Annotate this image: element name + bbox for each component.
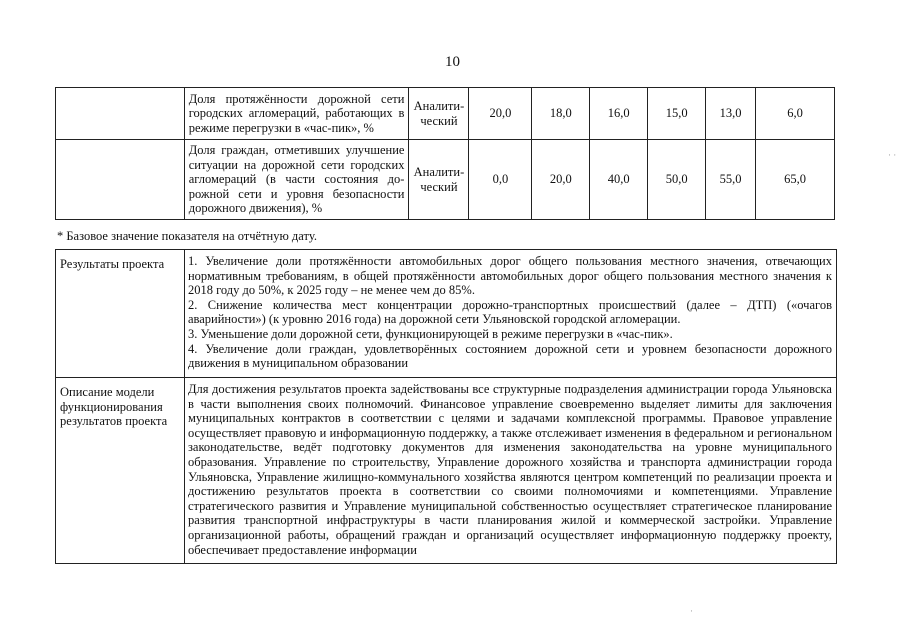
result-item: 2. Снижение количества мест концентрации дорожно-транспортных происшествий (далее – ДТП) («очагов аварийности») (к уровню 2016 года) на дорожной сети Ульяновской городской агломерации. xyxy=(187,297,832,327)
table-row xyxy=(56,88,835,140)
empty-cell xyxy=(56,140,185,220)
calculation-method: Аналити-ческий xyxy=(409,88,469,140)
result-item: 1. Увеличение доли протяжённости автомобильных дорог общего пользования местного значения, отвечающих нормативным требованиям, в общей протяжённости автомобильных дорог общего пользования местного значения к 2018 году до 50%, к 2025 году – не менее чем до 85%. xyxy=(187,254,832,298)
result-item: 3. Уменьшение доли дорожной сети, функционирующей в режиме перегрузки в «час-пик». xyxy=(187,326,673,341)
value-cell: 0,0 xyxy=(469,140,532,220)
indicator-name: Доля граждан, отметивших улучшение ситуации на дорожной сети городских агломераций (в части состояния до-рожной сети и уровня безопасности дорожного движения), % xyxy=(184,140,409,220)
value-cell: 50,0 xyxy=(648,140,706,220)
value-cell: 13,0 xyxy=(706,88,756,140)
result-item: 4. Увеличение доли граждан, удовлетворённых состоянием дорожной сети и уровнем безопасности дорожного движения в муниципальном образовании xyxy=(187,341,832,371)
value-cell: 16,0 xyxy=(590,88,648,140)
model-description xyxy=(184,378,836,564)
value-cell: 15,0 xyxy=(648,88,706,140)
results-label: Результаты проекта xyxy=(56,250,185,378)
value-cell: 6,0 xyxy=(756,88,835,140)
model-text: Для достижения результатов проекта задействованы все структурные подразделения администрации города Ульяновска в части выполнения своих полномочий. Финансовое управление своевременно выделяет лимиты для заключения муниципальных контрактов в соответствии с целями и задачами комплексной программы. Правовое управление осуществляет правовую и информационную поддержку, а также отслеживает изменения в федеральном и региональном законодательстве, ведёт подготовку документов для изменения законодательства на уровне муниципального образования. Управление по строительству, Управление дорожного хозяйства и транспорта администрации города Ульяновска, Управление жилищно-коммунального хозяйства являются центром компетенций по реализации проекта и достижению результатов проекта в соответствии со своими полномочиями и компетенциями. Управление стратегического развития и Управление муниципальной собственностью осуществляет стратегическое планирование развития транспортной инфраструктуры в части планирования жилой и коммерческой застройки. Управление организационной работы, обращений граждан и организаций осуществляет информационную поддержку проекту, обеспечивает предоставление информации xyxy=(187,382,832,557)
empty-cell xyxy=(56,88,185,140)
model-label: Описание модели функционирования результатов проекта xyxy=(56,378,185,564)
footnote: * Базовое значение показателя на отчётную дату. xyxy=(57,229,317,243)
value-cell: 20,0 xyxy=(469,88,532,140)
indicators-table xyxy=(55,87,835,220)
page-number: 10 xyxy=(445,54,460,70)
value-cell: 40,0 xyxy=(590,140,648,220)
project-passport-table xyxy=(55,249,837,564)
indicator-name: Доля протяжённости дорожной сети городских агломераций, работающих в режиме перегрузки в «час-пик», % xyxy=(184,88,409,140)
calculation-method: Аналити-ческий xyxy=(409,140,469,220)
value-cell: 18,0 xyxy=(532,88,590,140)
value-cell: 65,0 xyxy=(756,140,835,220)
value-cell: 20,0 xyxy=(532,140,590,220)
table-row xyxy=(56,140,835,220)
scan-artifact: · xyxy=(690,606,693,616)
results-content xyxy=(184,250,836,378)
value-cell: 55,0 xyxy=(706,140,756,220)
scan-artifact: · · xyxy=(888,150,897,160)
table-row xyxy=(56,250,837,378)
table-row xyxy=(56,378,837,564)
